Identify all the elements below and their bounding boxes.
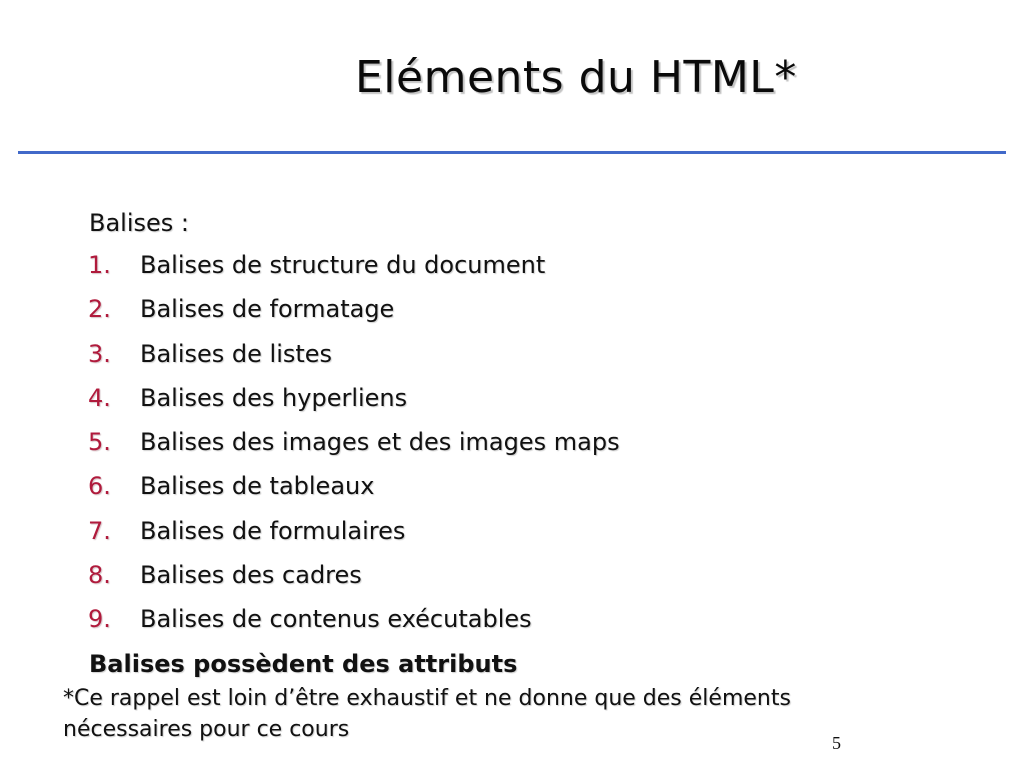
footnote xyxy=(63,683,963,745)
list-item-number: 9. xyxy=(88,605,111,634)
list-item-label: Balises des cadres xyxy=(140,561,362,590)
list-item-number: 2. xyxy=(88,295,111,324)
list-item xyxy=(0,251,900,295)
balises-list xyxy=(0,251,900,650)
list-item-label: Balises des hyperliens xyxy=(140,383,408,412)
footnote-line: nécessaires pour ce cours xyxy=(63,717,350,742)
list-item-number: 6. xyxy=(88,472,111,501)
list-item-label: Balises des images et des images maps xyxy=(140,428,620,457)
list-item-label: Balises de tableaux xyxy=(140,472,375,501)
list-item-number: 7. xyxy=(88,516,111,545)
list-item xyxy=(0,384,900,428)
list-item xyxy=(0,340,900,384)
list-item-number: 3. xyxy=(88,339,111,368)
title-divider xyxy=(18,151,1006,154)
list-item xyxy=(0,295,900,339)
list-item xyxy=(0,605,900,649)
list-item-label: Balises de listes xyxy=(140,339,333,368)
list-item-label: Balises de formatage xyxy=(140,295,395,324)
slide-title: Eléments du HTML* xyxy=(355,52,797,103)
page-number: 5 xyxy=(832,733,841,753)
intro-text: Balises : xyxy=(89,209,189,237)
list-item-number: 1. xyxy=(88,251,111,279)
list-item-label: Balises de formulaires xyxy=(140,516,406,545)
list-item xyxy=(0,472,900,516)
list-item-number: 8. xyxy=(88,561,111,590)
footnote-line: *Ce rappel est loin d’être exhaustif et ne donne que des éléments xyxy=(63,686,791,711)
list-item-number: 4. xyxy=(88,383,111,412)
list-item xyxy=(0,517,900,561)
attributes-statement: Balises possèdent des attributs xyxy=(89,650,518,678)
list-item-number: 5. xyxy=(88,428,111,457)
list-item xyxy=(0,561,900,605)
list-item-label: Balises de contenus exécutables xyxy=(140,605,532,634)
list-item xyxy=(0,428,900,472)
list-item-label: Balises de structure du document xyxy=(140,251,546,279)
